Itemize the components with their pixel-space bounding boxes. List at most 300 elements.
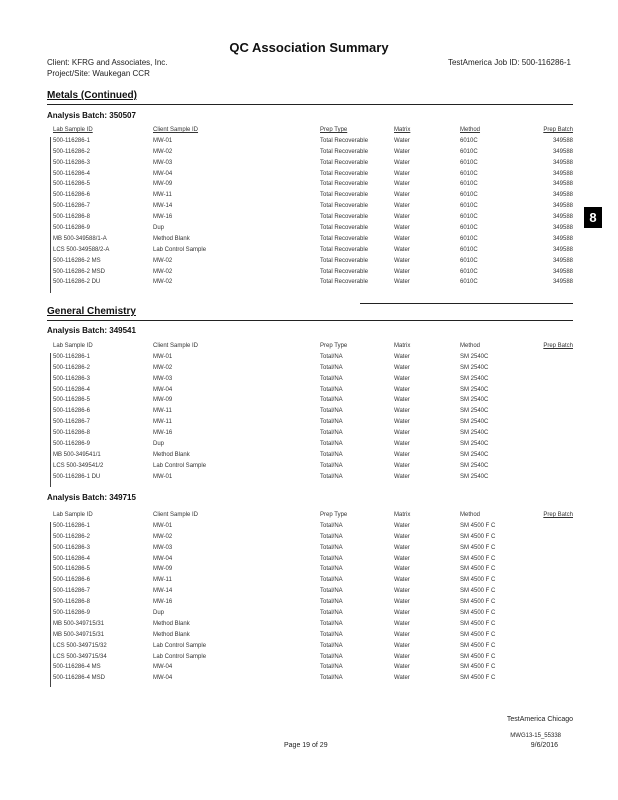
- cell-prep-batch: 349588: [552, 246, 573, 253]
- cell-client-sample-id: MW-11: [153, 408, 172, 415]
- gc-section-rule: [47, 320, 573, 321]
- cell-prep-type: Total/NA: [320, 522, 343, 529]
- cell-lab-sample-id: 500-116286-2: [53, 364, 90, 371]
- cell-method: SM 2540C: [460, 441, 489, 448]
- cell-lab-sample-id: 500-116286-4 MSD: [53, 675, 105, 682]
- cell-prep-type: Total/NA: [320, 653, 343, 660]
- table-row: [53, 169, 573, 180]
- cell-prep-batch: 349588: [552, 159, 573, 166]
- cell-lab-sample-id: LCS 500-349715/34: [53, 653, 107, 660]
- cell-lab-sample-id: 500-116286-9: [53, 441, 90, 448]
- cell-lab-sample-id: 500-116286-5: [53, 397, 90, 404]
- table-row: [53, 619, 573, 630]
- cell-lab-sample-id: 500-116286-9: [53, 610, 90, 617]
- cell-lab-sample-id: 500-116286-2 MS: [53, 257, 101, 264]
- table-row: [53, 147, 573, 158]
- cell-matrix: Water: [394, 430, 410, 437]
- cell-client-sample-id: MW-09: [153, 181, 173, 188]
- cell-prep-type: Total Recoverable: [320, 159, 369, 166]
- cell-prep-batch: 349588: [552, 235, 573, 242]
- cell-prep-type: Total Recoverable: [320, 192, 369, 199]
- cell-method: 6010C: [460, 235, 478, 242]
- table-row: [53, 673, 573, 684]
- col-lab-sample-id: Lab Sample ID: [53, 343, 93, 349]
- cell-client-sample-id: MW-02: [153, 279, 173, 286]
- table-row: [53, 472, 573, 483]
- cell-matrix: Water: [394, 610, 410, 617]
- cell-lab-sample-id: 500-116286-7: [53, 203, 90, 210]
- cell-matrix: Water: [394, 159, 410, 166]
- cell-method: 6010C: [460, 214, 478, 221]
- table-row: [53, 363, 573, 374]
- cell-prep-type: Total Recoverable: [320, 137, 369, 144]
- cell-matrix: Water: [394, 375, 410, 382]
- cell-matrix: Water: [394, 522, 410, 529]
- cell-lab-sample-id: LCS 500-349715/32: [53, 642, 107, 649]
- cell-method: SM 4500 F C: [460, 653, 496, 660]
- cell-method: SM 2540C: [460, 397, 489, 404]
- table-row: [53, 652, 573, 663]
- metals-batch-title: Analysis Batch: 350507: [47, 111, 136, 120]
- cell-client-sample-id: MW-09: [153, 566, 173, 573]
- table-row: [53, 450, 573, 461]
- cell-client-sample-id: MW-03: [153, 544, 173, 551]
- cell-lab-sample-id: 500-116286-6: [53, 192, 90, 199]
- cell-client-sample-id: MW-01: [153, 473, 173, 480]
- cell-client-sample-id: MW-04: [153, 555, 173, 562]
- cell-matrix: Water: [394, 268, 410, 275]
- table-row: [53, 385, 573, 396]
- cell-client-sample-id: MW-09: [153, 397, 173, 404]
- table-row: [53, 201, 573, 212]
- cell-method: SM 4500 F C: [460, 522, 496, 529]
- cell-method: SM 4500 F C: [460, 566, 496, 573]
- table-row: [53, 662, 573, 673]
- table-row: [53, 532, 573, 543]
- cell-lab-sample-id: 500-116286-1: [53, 522, 90, 529]
- cell-matrix: Water: [394, 577, 410, 584]
- table-row: [53, 417, 573, 428]
- table-row: [53, 158, 573, 169]
- gc-batch2-body: [53, 521, 573, 684]
- page-title: QC Association Summary: [229, 40, 389, 55]
- cell-prep-type: Total/NA: [320, 408, 343, 415]
- cell-client-sample-id: MW-14: [153, 588, 173, 595]
- cell-prep-type: Total Recoverable: [320, 203, 369, 210]
- cell-client-sample-id: MW-02: [153, 364, 173, 371]
- cell-matrix: Water: [394, 181, 410, 188]
- cell-method: SM 4500 F C: [460, 642, 496, 649]
- cell-method: SM 4500 F C: [460, 631, 496, 638]
- cell-prep-type: Total/NA: [320, 473, 343, 480]
- job-id: TestAmerica Job ID: 500-116286-1: [447, 58, 571, 67]
- cell-method: SM 2540C: [460, 419, 489, 426]
- cell-matrix: Water: [394, 353, 410, 360]
- cell-prep-type: Total/NA: [320, 620, 343, 627]
- table-row: [53, 597, 573, 608]
- cell-method: SM 4500 F C: [460, 610, 496, 617]
- cell-lab-sample-id: MB 500-349715/31: [53, 620, 105, 627]
- cell-prep-batch: 349588: [552, 192, 573, 199]
- cell-prep-type: Total/NA: [320, 664, 343, 671]
- cell-lab-sample-id: 500-116286-2: [53, 533, 90, 540]
- cell-client-sample-id: MW-01: [153, 522, 173, 529]
- col-prep-batch: Prep Batch: [543, 127, 573, 133]
- cell-matrix: Water: [394, 279, 410, 286]
- cell-lab-sample-id: 500-116286-5: [53, 181, 90, 188]
- cell-prep-type: Total/NA: [320, 588, 343, 595]
- cell-client-sample-id: Lab Control Sample: [153, 246, 207, 253]
- cell-matrix: Water: [394, 192, 410, 199]
- gc-section-title: General Chemistry: [47, 306, 136, 317]
- cell-lab-sample-id: 500-116286-8: [53, 214, 90, 221]
- cell-method: SM 2540C: [460, 451, 489, 458]
- cell-prep-type: Total Recoverable: [320, 170, 369, 177]
- section-tab: 8: [584, 207, 602, 228]
- cell-prep-type: Total/NA: [320, 555, 343, 562]
- cell-client-sample-id: MW-14: [153, 203, 173, 210]
- cell-method: SM 4500 F C: [460, 544, 496, 551]
- cell-lab-sample-id: 500-116286-4: [53, 170, 90, 177]
- cell-prep-type: Total/NA: [320, 462, 343, 469]
- cell-lab-sample-id: 500-116286-8: [53, 430, 90, 437]
- metals-left-bracket: [50, 137, 51, 293]
- col-prep-type: Prep Type: [320, 343, 348, 349]
- cell-matrix: Water: [394, 533, 410, 540]
- cell-client-sample-id: Method Blank: [153, 620, 190, 627]
- cell-client-sample-id: MW-16: [153, 430, 173, 437]
- cell-client-sample-id: Dup: [153, 610, 165, 617]
- cell-prep-type: Total/NA: [320, 397, 343, 404]
- cell-client-sample-id: Method Blank: [153, 235, 190, 242]
- cell-client-sample-id: MW-02: [153, 148, 173, 155]
- cell-method: 6010C: [460, 246, 478, 253]
- cell-lab-sample-id: 500-116286-4: [53, 555, 90, 562]
- col-prep-type: Prep Type: [320, 512, 348, 518]
- cell-client-sample-id: MW-03: [153, 375, 173, 382]
- table-row: [53, 267, 573, 278]
- gc-batch1-title: Analysis Batch: 349541: [47, 326, 136, 335]
- cell-prep-type: Total/NA: [320, 631, 343, 638]
- cell-lab-sample-id: 500-116286-1: [53, 353, 90, 360]
- col-client-sample-id: Client Sample ID: [153, 127, 199, 133]
- cell-method: SM 4500 F C: [460, 620, 496, 627]
- footer-doc-id: MWG13-15_55338: [510, 733, 561, 739]
- cell-method: 6010C: [460, 170, 478, 177]
- cell-method: 6010C: [460, 279, 478, 286]
- cell-matrix: Water: [394, 631, 410, 638]
- cell-client-sample-id: MW-03: [153, 159, 173, 166]
- col-method: Method: [460, 343, 481, 349]
- cell-prep-batch: 349588: [552, 257, 573, 264]
- cell-lab-sample-id: 500-116286-5: [53, 566, 90, 573]
- cell-lab-sample-id: MB 500-349715/31: [53, 631, 105, 638]
- cell-prep-batch: 349588: [552, 279, 573, 286]
- cell-method: 6010C: [460, 192, 478, 199]
- cell-method: SM 2540C: [460, 364, 489, 371]
- cell-lab-sample-id: MB 500-349541/1: [53, 451, 101, 458]
- cell-client-sample-id: Method Blank: [153, 451, 190, 458]
- cell-prep-batch: 349588: [552, 170, 573, 177]
- cell-client-sample-id: Dup: [153, 441, 165, 448]
- table-row: [53, 190, 573, 201]
- gc-top-rule: [360, 303, 573, 304]
- cell-prep-type: Total Recoverable: [320, 279, 369, 286]
- cell-matrix: Water: [394, 588, 410, 595]
- cell-client-sample-id: MW-02: [153, 257, 173, 264]
- gc-batch1-body: [53, 352, 573, 483]
- table-row: [53, 352, 573, 363]
- cell-matrix: Water: [394, 566, 410, 573]
- cell-method: SM 2540C: [460, 430, 489, 437]
- cell-method: SM 2540C: [460, 462, 489, 469]
- footer-page-number: Page 19 of 29: [284, 742, 328, 749]
- cell-lab-sample-id: 500-116286-4: [53, 386, 90, 393]
- cell-matrix: Water: [394, 257, 410, 264]
- cell-matrix: Water: [394, 653, 410, 660]
- cell-client-sample-id: MW-01: [153, 353, 173, 360]
- table-row: [53, 406, 573, 417]
- cell-prep-type: Total/NA: [320, 451, 343, 458]
- cell-method: 6010C: [460, 159, 478, 166]
- gc-batch2-table: [53, 510, 573, 684]
- table-row: [53, 428, 573, 439]
- cell-method: 6010C: [460, 257, 478, 264]
- cell-lab-sample-id: 500-116286-6: [53, 577, 90, 584]
- cell-method: SM 4500 F C: [460, 664, 496, 671]
- cell-method: SM 2540C: [460, 408, 489, 415]
- cell-matrix: Water: [394, 642, 410, 649]
- cell-prep-type: Total Recoverable: [320, 225, 369, 232]
- cell-method: SM 4500 F C: [460, 588, 496, 595]
- cell-client-sample-id: MW-11: [153, 577, 172, 584]
- cell-client-sample-id: MW-04: [153, 664, 173, 671]
- cell-prep-batch: 349588: [552, 137, 573, 144]
- col-lab-sample-id: Lab Sample ID: [53, 127, 93, 133]
- cell-method: SM 4500 F C: [460, 599, 496, 606]
- cell-prep-type: Total/NA: [320, 599, 343, 606]
- cell-matrix: Water: [394, 214, 410, 221]
- cell-prep-type: Total Recoverable: [320, 257, 369, 264]
- table-row: [53, 586, 573, 597]
- col-prep-batch: Prep Batch: [543, 343, 573, 349]
- cell-lab-sample-id: 500-116286-8: [53, 599, 90, 606]
- cell-prep-type: Total/NA: [320, 364, 343, 371]
- metals-table-header: [53, 125, 573, 136]
- cell-lab-sample-id: 500-116286-7: [53, 419, 90, 426]
- footer-lab-name: TestAmerica Chicago: [506, 716, 573, 723]
- gc-batch2-title: Analysis Batch: 349715: [47, 493, 136, 502]
- cell-client-sample-id: MW-11: [153, 192, 172, 199]
- cell-client-sample-id: MW-04: [153, 170, 173, 177]
- cell-matrix: Water: [394, 137, 410, 144]
- cell-client-sample-id: Method Blank: [153, 631, 190, 638]
- cell-method: 6010C: [460, 225, 478, 232]
- col-client-sample-id: Client Sample ID: [153, 343, 199, 349]
- cell-client-sample-id: MW-01: [153, 137, 173, 144]
- cell-matrix: Water: [394, 246, 410, 253]
- cell-lab-sample-id: 500-116286-3: [53, 544, 90, 551]
- cell-client-sample-id: MW-16: [153, 599, 173, 606]
- cell-method: SM 2540C: [460, 375, 489, 382]
- cell-prep-type: Total/NA: [320, 544, 343, 551]
- cell-lab-sample-id: 500-116286-1: [53, 137, 90, 144]
- cell-prep-batch: 349588: [552, 225, 573, 232]
- cell-matrix: Water: [394, 675, 410, 682]
- cell-lab-sample-id: 500-116286-7: [53, 588, 90, 595]
- metals-section-rule: [47, 104, 573, 105]
- cell-prep-type: Total/NA: [320, 375, 343, 382]
- table-row: [53, 521, 573, 532]
- cell-method: SM 4500 F C: [460, 555, 496, 562]
- table-row: [53, 630, 573, 641]
- cell-lab-sample-id: 500-116286-9: [53, 225, 90, 232]
- cell-matrix: Water: [394, 664, 410, 671]
- cell-lab-sample-id: 500-116286-1 DU: [53, 473, 101, 480]
- cell-matrix: Water: [394, 170, 410, 177]
- cell-method: 6010C: [460, 268, 478, 275]
- col-matrix: Matrix: [394, 343, 411, 349]
- col-method: Method: [460, 127, 481, 133]
- cell-client-sample-id: MW-16: [153, 214, 173, 221]
- col-lab-sample-id: Lab Sample ID: [53, 512, 93, 518]
- cell-matrix: Water: [394, 408, 410, 415]
- cell-method: SM 2540C: [460, 353, 489, 360]
- cell-lab-sample-id: 500-116286-3: [53, 159, 90, 166]
- footer-date: 9/6/2016: [530, 742, 558, 749]
- cell-method: SM 2540C: [460, 473, 489, 480]
- cell-lab-sample-id: 500-116286-2 DU: [53, 279, 101, 286]
- cell-prep-type: Total Recoverable: [320, 148, 369, 155]
- metals-section-title: Metals (Continued): [47, 90, 137, 101]
- table-row: [53, 245, 573, 256]
- metals-table-body: [53, 136, 573, 288]
- cell-matrix: Water: [394, 462, 410, 469]
- metals-table: [53, 125, 573, 288]
- cell-lab-sample-id: 500-116286-2 MSD: [53, 268, 105, 275]
- cell-method: 6010C: [460, 181, 478, 188]
- cell-client-sample-id: MW-02: [153, 268, 173, 275]
- cell-matrix: Water: [394, 620, 410, 627]
- cell-client-sample-id: Lab Control Sample: [153, 462, 207, 469]
- table-row: [53, 461, 573, 472]
- table-row: [53, 374, 573, 385]
- table-row: [53, 212, 573, 223]
- cell-lab-sample-id: 500-116286-2: [53, 148, 90, 155]
- cell-lab-sample-id: 500-116286-3: [53, 375, 90, 382]
- cell-prep-batch: 349588: [552, 148, 573, 155]
- cell-prep-type: Total Recoverable: [320, 214, 369, 221]
- col-matrix: Matrix: [394, 127, 411, 133]
- cell-prep-type: Total/NA: [320, 577, 343, 584]
- client-name: Client: KFRG and Associates, Inc.: [47, 58, 168, 67]
- table-row: [53, 554, 573, 565]
- cell-matrix: Water: [394, 364, 410, 371]
- cell-client-sample-id: Lab Control Sample: [153, 642, 207, 649]
- cell-client-sample-id: MW-04: [153, 386, 173, 393]
- cell-prep-type: Total/NA: [320, 430, 343, 437]
- cell-prep-batch: 349588: [552, 203, 573, 210]
- table-row: [53, 439, 573, 450]
- cell-matrix: Water: [394, 386, 410, 393]
- cell-client-sample-id: Dup: [153, 225, 165, 232]
- cell-lab-sample-id: MB 500-349588/1-A: [53, 235, 107, 242]
- cell-matrix: Water: [394, 419, 410, 426]
- gc-batch2-header: [53, 510, 573, 521]
- table-row: [53, 575, 573, 586]
- table-row: [53, 179, 573, 190]
- table-row: [53, 641, 573, 652]
- cell-matrix: Water: [394, 441, 410, 448]
- cell-prep-type: Total Recoverable: [320, 181, 369, 188]
- gc-batch1-header: [53, 341, 573, 352]
- gc-batch2-left-bracket: [50, 522, 51, 687]
- col-client-sample-id: Client Sample ID: [153, 512, 199, 518]
- cell-prep-batch: 349588: [552, 214, 573, 221]
- cell-client-sample-id: MW-04: [153, 675, 173, 682]
- col-method: Method: [460, 512, 481, 518]
- cell-matrix: Water: [394, 225, 410, 232]
- cell-prep-batch: 349588: [552, 268, 573, 275]
- cell-prep-type: Total/NA: [320, 642, 343, 649]
- cell-method: SM 4500 F C: [460, 675, 496, 682]
- cell-prep-type: Total/NA: [320, 610, 343, 617]
- project-site: Project/Site: Waukegan CCR: [47, 69, 150, 78]
- cell-matrix: Water: [394, 555, 410, 562]
- cell-method: SM 2540C: [460, 386, 489, 393]
- cell-matrix: Water: [394, 599, 410, 606]
- cell-method: 6010C: [460, 137, 478, 144]
- cell-matrix: Water: [394, 451, 410, 458]
- cell-prep-type: Total/NA: [320, 675, 343, 682]
- gc-batch1-table: [53, 341, 573, 483]
- table-row: [53, 136, 573, 147]
- table-row: [53, 395, 573, 406]
- cell-client-sample-id: Lab Control Sample: [153, 653, 207, 660]
- table-row: [53, 608, 573, 619]
- cell-prep-type: Total Recoverable: [320, 268, 369, 275]
- table-row: [53, 277, 573, 288]
- table-row: [53, 223, 573, 234]
- col-prep-batch: Prep Batch: [543, 512, 573, 518]
- cell-matrix: Water: [394, 473, 410, 480]
- cell-matrix: Water: [394, 203, 410, 210]
- table-row: [53, 234, 573, 245]
- cell-matrix: Water: [394, 235, 410, 242]
- cell-method: SM 4500 F C: [460, 577, 496, 584]
- cell-prep-type: Total/NA: [320, 566, 343, 573]
- cell-matrix: Water: [394, 544, 410, 551]
- cell-prep-type: Total/NA: [320, 386, 343, 393]
- cell-prep-type: Total/NA: [320, 353, 343, 360]
- col-prep-type: Prep Type: [320, 127, 348, 133]
- cell-prep-type: Total/NA: [320, 533, 343, 540]
- cell-lab-sample-id: LCS 500-349588/2-A: [53, 246, 110, 253]
- cell-prep-type: Total Recoverable: [320, 235, 369, 242]
- cell-client-sample-id: MW-11: [153, 419, 172, 426]
- cell-prep-type: Total/NA: [320, 441, 343, 448]
- cell-prep-batch: 349588: [552, 181, 573, 188]
- cell-method: 6010C: [460, 148, 478, 155]
- table-row: [53, 564, 573, 575]
- cell-method: SM 4500 F C: [460, 533, 496, 540]
- cell-prep-type: Total/NA: [320, 419, 343, 426]
- cell-prep-type: Total Recoverable: [320, 246, 369, 253]
- table-row: [53, 256, 573, 267]
- cell-matrix: Water: [394, 148, 410, 155]
- cell-method: 6010C: [460, 203, 478, 210]
- cell-lab-sample-id: 500-116286-6: [53, 408, 90, 415]
